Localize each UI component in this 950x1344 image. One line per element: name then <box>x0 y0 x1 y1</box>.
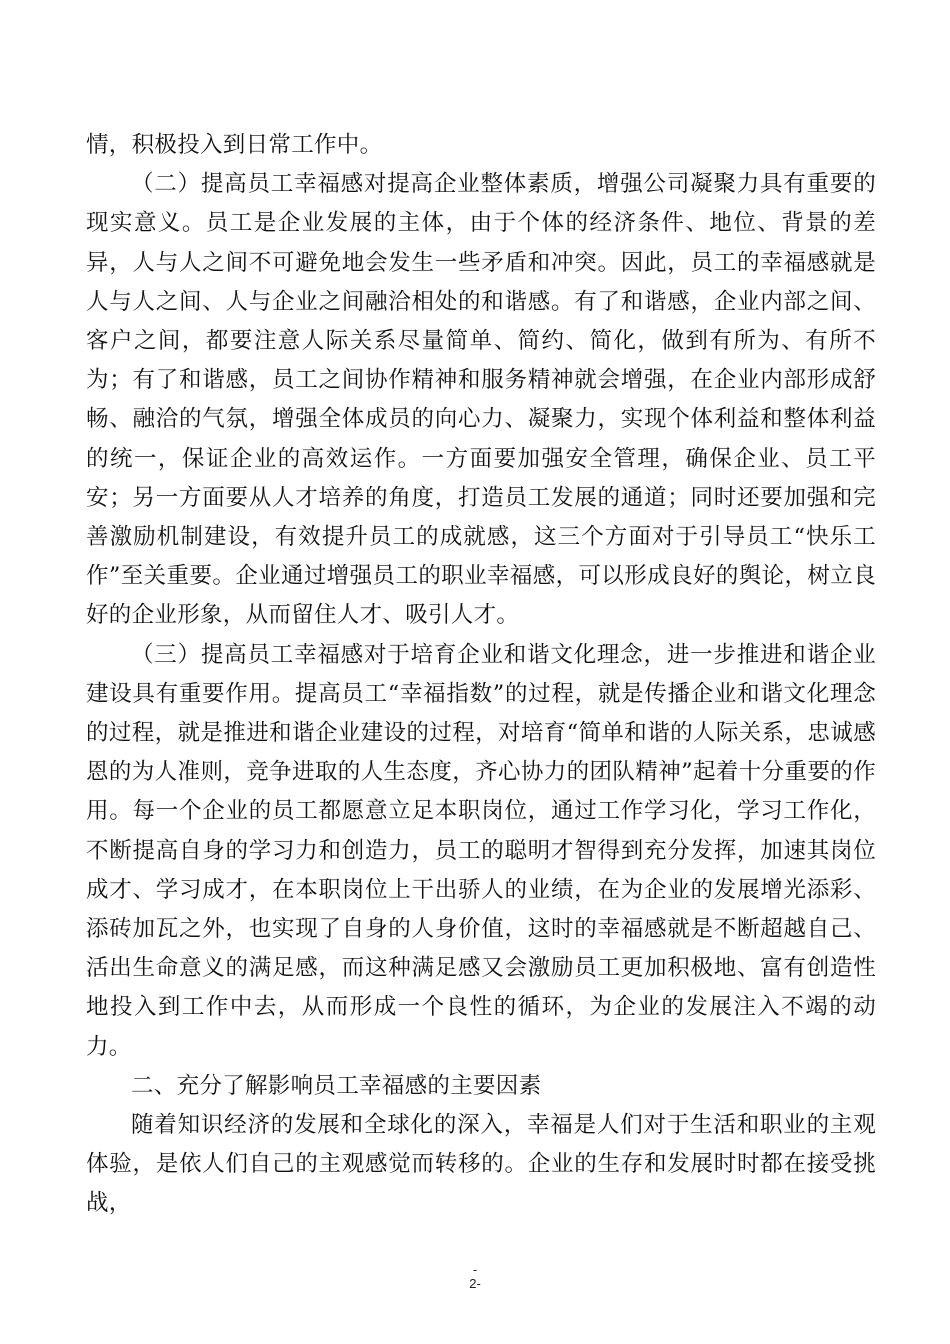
section-heading: 二、充分了解影响员工幸福感的主要因素 <box>131 1072 542 1099</box>
paragraph-intro: 随着知识经济的发展和全球化的深入，幸福是人们对于生活和职业的主观体验，是依人们自己的主观感觉而转移的。企业的生存和发展时时都在接受挑战， <box>86 1112 876 1217</box>
body-text <box>86 126 876 1224</box>
paragraph-section-3: （三）提高员工幸福感对于培育企业和谐文化理念，进一步推进和谐企业建设具有重要作用。提高员工“幸福指数”的过程，就是传播企业和谐文化理念的过程，就是推进和谐企业建设的过程，对培育“简单和谐的人际关系，忠诚感恩的为人准则，竞争进取的人生态度，齐心协力的团队精神”起着十分重要的作用。每一个企业的员工都愿意立足本职岗位，通过工作学习化，学习工作化，不断提高自身的学习力和创造力，员工的聪明才智得到充分发挥，加速其岗位成才、学习成才，在本职岗位上干出骄人的业绩，在为企业的发展增光添彩、添砖加瓦之外，也实现了自身的人身价值，这时的幸福感就是不断超越自己、活出生命意义的满足感，而这种满足感又会激励员工更加积极地、富有创造性地投入到工作中去，从而形成一个良性的循环，为企业的发展注入不竭的动力。 <box>86 641 876 1060</box>
page-number: 2- <box>469 1276 481 1291</box>
paragraph-continuation: 情，积极投入到日常工作中。 <box>86 132 383 158</box>
paragraph-section-2: （二）提高员工幸福感对提高企业整体素质，增强公司凝聚力具有重要的现实意义。员工是企业发展的主体，由于个体的经济条件、地位、背景的差异，人与人之间不可避免地会发生一些矛盾和冲突。因此，员工的幸福感就是人与人之间、人与企业之间融洽相处的和谐感。有了和谐感，企业内部之间、客户之间，都要注意人际关系尽量简单、简约、简化，做到有所为、有所不为；有了和谐感，员工之间协作精神和服务精神就会增强，在企业内部形成舒畅、融洽的气氛，增强全体成员的向心力、凝聚力，实现个体利益和整体利益的统一，保证企业的高效运作。一方面要加强安全管理，确保企业、员工平安；另一方面要从人才培养的角度，打造员工发展的通道；同时还要加强和完善激励机制建设，有效提升员工的成就感，这三个方面对于引导员工“快乐工作”至关重要。企业通过增强员工的职业幸福感，可以形成良好的舆论，树立良好的企业形象，从而留住人才、吸引人才。 <box>86 171 876 629</box>
footer-dash: - <box>472 1262 478 1277</box>
